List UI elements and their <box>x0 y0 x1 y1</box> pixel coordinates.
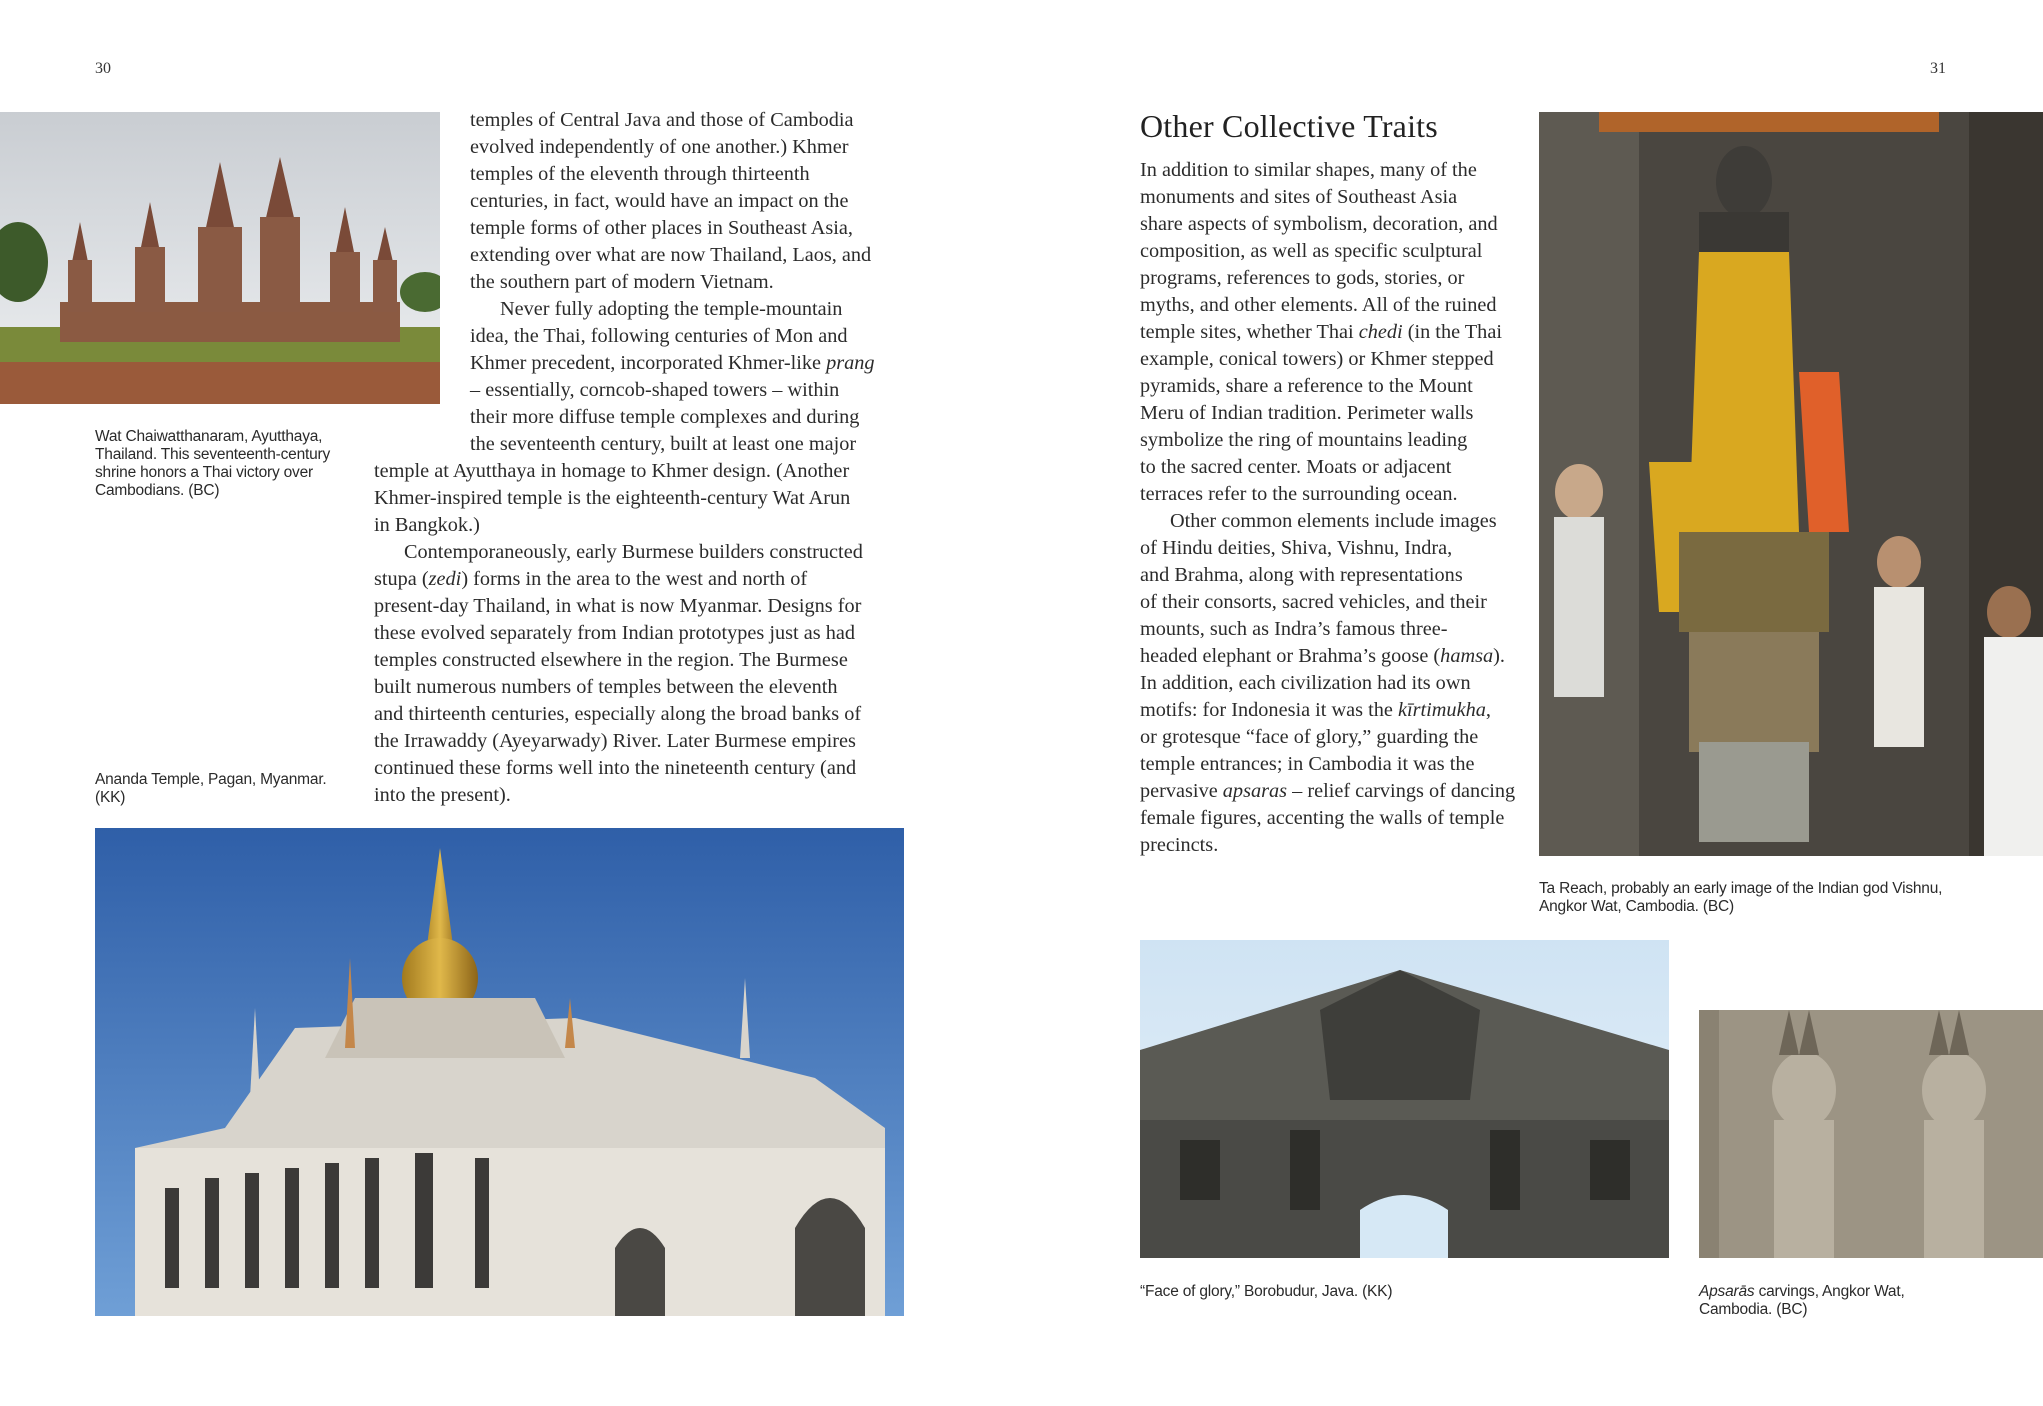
caption-line: Ta Reach, probably an early image of the Indian god Vishnu, <box>1539 880 1943 897</box>
text-line: these evolved separately from Indian prototypes just as had <box>374 622 855 644</box>
text-line: temple forms of other places in Southeast Asia, <box>470 217 854 239</box>
text-span: carvings, Angkor Wat, <box>1754 1283 1905 1300</box>
text-line: continued these forms well into the nineteenth century (and <box>374 757 857 779</box>
text-line <box>1140 643 1535 670</box>
ta-reach-caption <box>1539 880 2019 916</box>
text-line: the Irrawaddy (Ayeyarwady) River. Later Burmese empires <box>374 730 856 752</box>
text-span: – relief carvings of dancing <box>1287 780 1516 802</box>
italic-term: chedi <box>1358 321 1403 343</box>
text-span: ). <box>1493 645 1505 667</box>
text-line: of Hindu deities, Shiva, Vishnu, Indra, <box>1140 537 1453 559</box>
caption-line: Thailand. This seventeenth-century <box>95 446 331 463</box>
text-line: temple at Ayutthaya in homage to Khmer design. (Another <box>374 460 850 482</box>
text-line: terraces refer to the surrounding ocean. <box>1140 483 1458 505</box>
text-line: and thirteenth centuries, especially along the broad banks of <box>374 703 862 725</box>
text-line: female figures, accenting the walls of temple <box>1140 807 1505 829</box>
face-of-glory-photo <box>1140 940 1669 1258</box>
text-line: their more diffuse temple complexes and during <box>470 406 860 428</box>
right-column-text <box>1140 157 1535 859</box>
text-line: mounts, such as Indra’s famous three- <box>1140 618 1448 640</box>
text-line: in Bangkok.) <box>374 514 480 536</box>
caption-line: Wat Chaiwatthanaram, Ayutthaya, <box>95 428 323 445</box>
text-span: Khmer precedent, incorporated Khmer-like <box>470 352 827 374</box>
text-line: monuments and sites of Southeast Asia <box>1140 186 1458 208</box>
section-title: Other Collective Traits <box>1140 108 1438 144</box>
text-line: temple entrances; in Cambodia it was the <box>1140 753 1475 775</box>
page-number-right: 31 <box>1930 60 1946 77</box>
text-line <box>1140 697 1535 724</box>
ta-reach-photo <box>1539 112 2043 856</box>
text-line <box>1140 778 1535 805</box>
text-line <box>470 350 910 377</box>
text-line: share aspects of symbolism, decoration, and <box>1140 213 1498 235</box>
text-line: and Brahma, along with representations <box>1140 564 1463 586</box>
italic-term: hamsa <box>1440 645 1494 667</box>
ananda-temple-photo <box>95 828 904 1316</box>
text-line: Never fully adopting the temple-mountain <box>500 298 843 320</box>
text-line: Other common elements include images <box>1170 510 1497 532</box>
caption-line: Angkor Wat, Cambodia. (BC) <box>1539 898 1734 915</box>
italic-term: apsaras <box>1222 780 1288 802</box>
text-line: Meru of Indian tradition. Perimeter walls <box>1140 402 1474 424</box>
text-line: – essentially, corncob-shaped towers – within <box>470 379 840 401</box>
text-line <box>1140 319 1535 346</box>
wat-chaiwatthanaram-photo <box>0 112 440 404</box>
text-line: example, conical towers) or Khmer stepped <box>1140 348 1494 370</box>
wat-caption <box>95 428 355 500</box>
text-line: temples of Central Java and those of Cambodia <box>470 109 854 131</box>
text-line: the southern part of modern Vietnam. <box>470 271 774 293</box>
text-line: present-day Thailand, in what is now Myanmar. Designs for <box>374 595 862 617</box>
italic-term: Apsarās <box>1699 1283 1755 1300</box>
text-line: built numerous numbers of temples between the eleventh <box>374 676 838 698</box>
text-line: temples of the eleventh through thirteenth <box>470 163 810 185</box>
left-column-wide <box>374 458 910 809</box>
text-line: temples constructed elsewhere in the region. The Burmese <box>374 649 848 671</box>
ananda-caption <box>95 771 355 807</box>
caption-line: “Face of glory,” Borobudur, Java. (KK) <box>1140 1283 1393 1300</box>
caption-line: Ananda Temple, Pagan, Myanmar. <box>95 771 327 788</box>
italic-term: prang <box>826 352 875 374</box>
text-line: to the sacred center. Moats or adjacent <box>1140 456 1452 478</box>
text-line: centuries, in fact, would have an impact on the <box>470 190 849 212</box>
text-line: extending over what are now Thailand, Laos, and <box>470 244 872 266</box>
text-line: pyramids, share a reference to the Mount <box>1140 375 1473 397</box>
caption-line: Cambodians. (BC) <box>95 482 220 499</box>
text-line: precincts. <box>1140 834 1219 856</box>
caption-line: shrine honors a Thai victory over <box>95 464 313 481</box>
text-line: into the present). <box>374 784 511 806</box>
text-line: In addition, each civilization had its own <box>1140 672 1471 694</box>
caption-line: Cambodia. (BC) <box>1699 1301 1808 1318</box>
apsaras-photo <box>1699 1010 2043 1258</box>
left-column-narrow <box>470 107 910 458</box>
page-number-left: 30 <box>95 60 111 77</box>
text-line: Contemporaneously, early Burmese builders constructed <box>404 541 863 563</box>
text-line: myths, and other elements. All of the ruined <box>1140 294 1497 316</box>
text-line: or grotesque “face of glory,” guarding the <box>1140 726 1479 748</box>
italic-term: kīrtimukha <box>1397 699 1486 721</box>
text-line: composition, as well as specific sculptural <box>1140 240 1483 262</box>
text-span: (in the Thai <box>1402 321 1502 343</box>
text-line: programs, references to gods, stories, or <box>1140 267 1465 289</box>
text-line: symbolize the ring of mountains leading <box>1140 429 1468 451</box>
italic-term: zedi <box>428 568 462 590</box>
caption-line: (KK) <box>95 789 126 806</box>
text-span: headed elephant or Brahma’s goose ( <box>1140 645 1441 667</box>
text-span: , <box>1485 699 1491 721</box>
face-of-glory-caption <box>1140 1283 1660 1301</box>
text-line: Khmer-inspired temple is the eighteenth-century Wat Arun <box>374 487 851 509</box>
text-line: evolved independently of one another.) Khmer <box>470 136 849 158</box>
text-span: ) forms in the area to the west and north of <box>461 568 808 590</box>
text-span: stupa ( <box>374 568 429 590</box>
text-line <box>374 566 910 593</box>
text-line: In addition to similar shapes, many of the <box>1140 159 1477 181</box>
text-line: idea, the Thai, following centuries of Mon and <box>470 325 848 347</box>
caption-line <box>1699 1283 2029 1301</box>
text-span: motifs: for Indonesia it was the <box>1140 699 1398 721</box>
text-line: the seventeenth century, built at least one major <box>470 433 857 455</box>
text-span: temple sites, whether Thai <box>1140 321 1359 343</box>
text-span: pervasive <box>1140 780 1223 802</box>
apsaras-caption <box>1699 1283 2029 1319</box>
text-line: of their consorts, sacred vehicles, and their <box>1140 591 1487 613</box>
